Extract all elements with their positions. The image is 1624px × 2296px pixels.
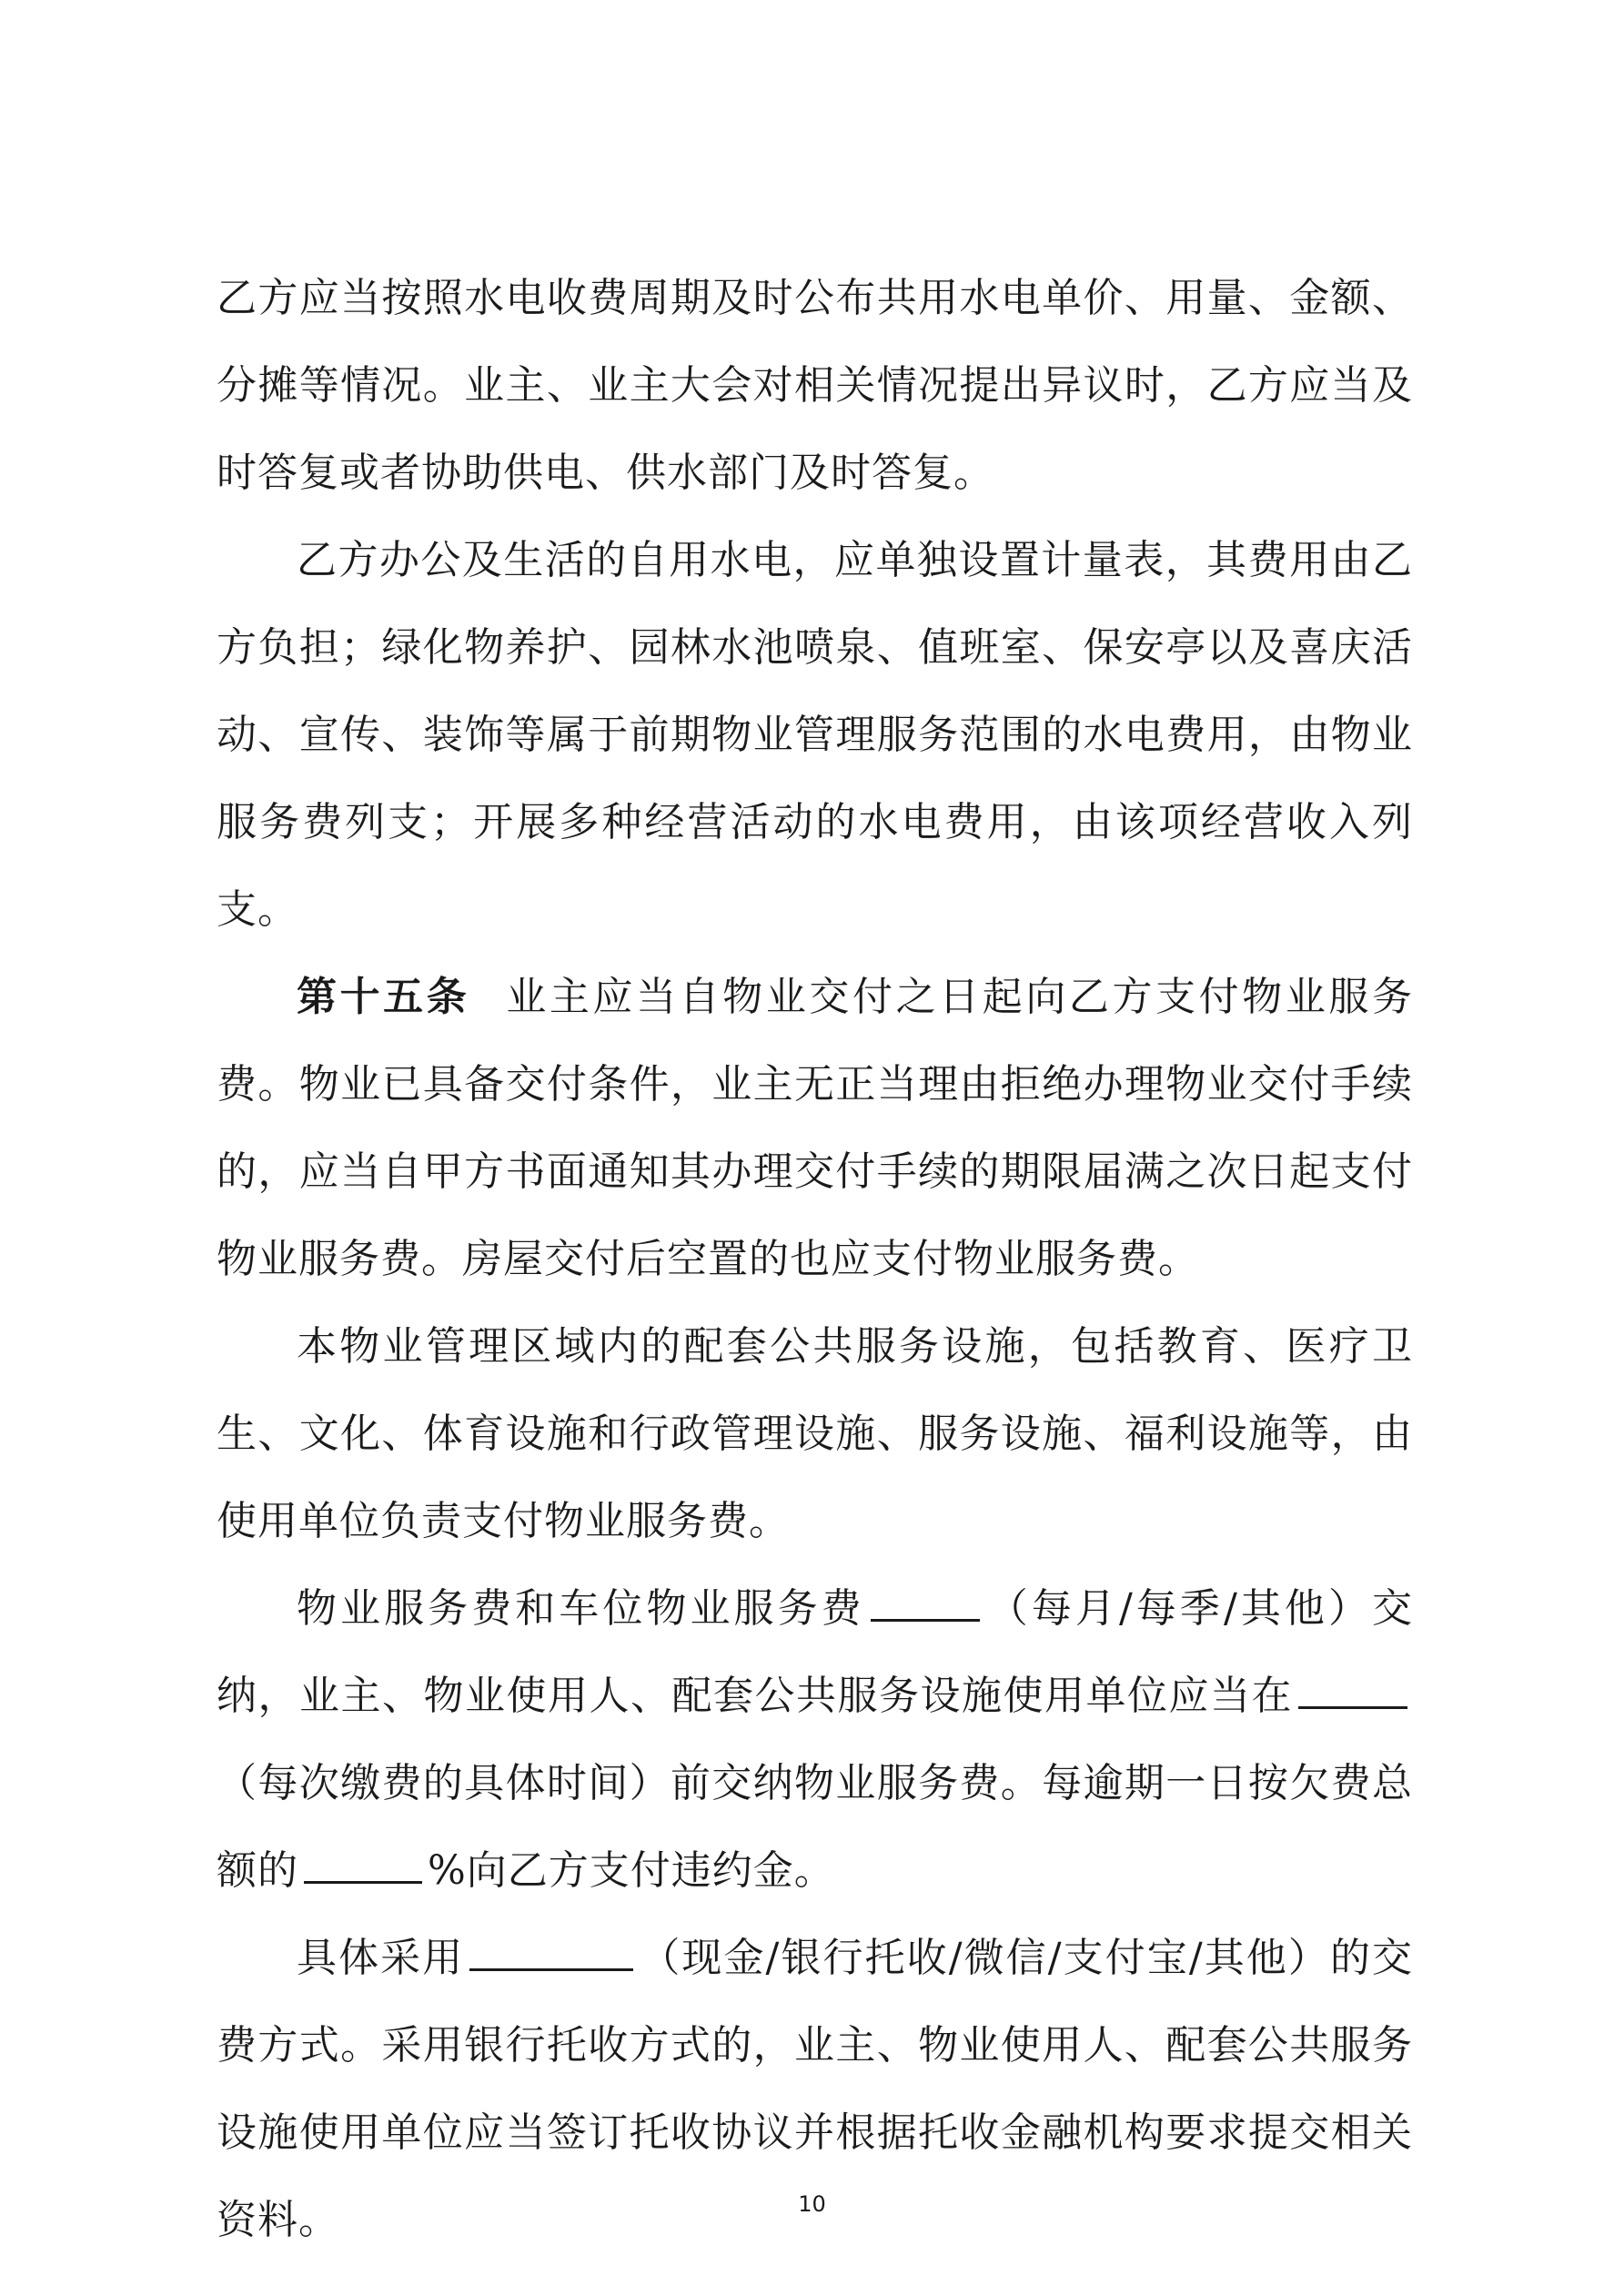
payment-method-text-a: 具体采用 — [297, 1935, 465, 1981]
payment-schedule-text-a: 物业服务费和车位物业服务费 — [297, 1585, 865, 1632]
payment-schedule-text-b: （每月/每季/其他）交纳，业主、物业使用人、配套公共服务设施使用单位应当在 — [217, 1585, 1413, 1719]
paragraph-article-15 — [217, 954, 1413, 1303]
payment-period-blank[interactable] — [871, 1586, 980, 1622]
article-15-title: 第十五条 — [297, 974, 470, 1020]
payment-method-text-b: （现金/银行托收/微信/支付宝/其他）的交费方式。采用银行托收方式的，业主、物业使用人、配套公共服务设施使用单位应当签订托收协议并根据托收金融机构要求提交相关资料。 — [217, 1935, 1414, 2243]
paragraph-public-facilities: 本物业管理区域内的配套公共服务设施，包括教育、医疗卫生、文化、体育设施和行政管理设施、服务设施、福利设施等，由使用单位负责支付物业服务费。 — [217, 1323, 1413, 1544]
payment-time-blank[interactable] — [1298, 1674, 1407, 1709]
payment-schedule-text-d: %向乙方支付违约金。 — [428, 1847, 835, 1894]
article-15-body: 业主应当自物业交付之日起向乙方支付物业服务费。物业已具备交付条件，业主无正当理由拒绝办理物业交付手续的，应当自甲方书面通知其办理交付手续的期限届满之次日起支付物业服务费。房屋交付后空置的也应支付物业服务费。 — [217, 974, 1414, 1282]
paragraph-utility-disclosure: 乙方应当按照水电收费周期及时公布共用水电单价、用量、金额、分摊等情况。业主、业主大会对相关情况提出异议时，乙方应当及时答复或者协助供电、供水部门及时答复。 — [217, 275, 1413, 496]
payment-schedule-text-c: （每次缴费的具体时间）前交纳物业服务费。每逾期一日按欠费总额的 — [217, 1760, 1413, 1894]
document-body — [217, 255, 1413, 2264]
payment-method-blank[interactable] — [469, 1936, 633, 1971]
penalty-rate-blank[interactable] — [304, 1848, 422, 1884]
page-number: 10 — [798, 2191, 826, 2217]
paragraph-payment-schedule — [217, 1565, 1413, 1915]
paragraph-self-use-utility: 乙方办公及生活的自用水电，应单独设置计量表，其费用由乙方负担；绿化物养护、园林水池喷泉、值班室、保安亭以及喜庆活动、宣传、装饰等属于前期物业管理服务范围的水电费用，由物业服务费列支；开展多种经营活动的水电费用，由该项经营收入列支。 — [217, 537, 1413, 933]
